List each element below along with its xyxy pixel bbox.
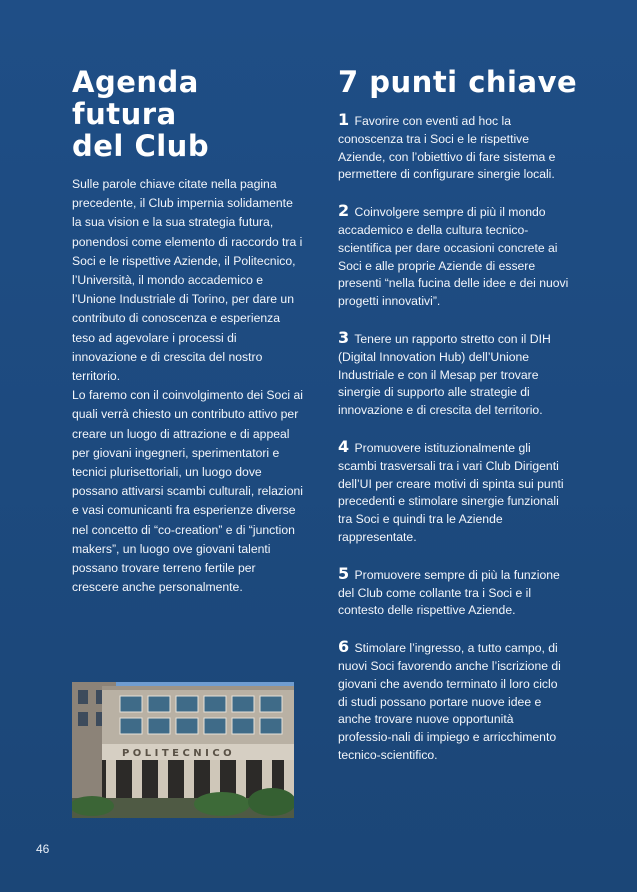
politecnico-sign: P O L I T E C N I C O [122,748,232,759]
key-point-number: 3 [338,327,350,347]
key-point [338,638,570,765]
key-points-title: 7 punti chiave [338,65,578,99]
agenda-title [72,66,302,162]
agenda-title-line: del Club [72,129,210,163]
key-point-text: Stimolare l’ingresso, a tutto campo, di nuovi Soci favorendo anche l’iscrizione di giovani che avendo terminato il loro ciclo di studi possano portare nuove idee e anche trovare nuove opportunità professio-nali di impiego e arricchimento tecnico-scientifico. [338,641,561,762]
page-number: 46 [36,842,50,856]
agenda-title-line: futura [72,97,177,131]
agenda-body [72,175,304,597]
key-point-number: 5 [338,563,350,583]
key-point [338,565,570,620]
agenda-paragraph: Sulle parole chiave citate nella pagina precedente, il Club impernia solidamente la sua vision e la sua strategia futura, ponendosi come elemento di raccordo tra i Soci e le rispettive Aziende, il Politecnico, l’Università, il mondo accademico e l’Unione Industriale di Torino, per dare un contributo di conoscenza e esperienza teso ad agevolare i processi di innovazione e di crescita del nostro territorio. [72,177,303,384]
key-point-number: 2 [338,201,350,221]
key-point-number: 1 [338,110,350,129]
key-point-text: Coinvolgere sempre di più il mondo accademico e della cultura tecnico-scientifica per dare occasioni concrete ai Soci e alle proprie Aziende di essere presenti “nella fucina delle idee e dei nuovi progetti innovativi”. [338,205,569,309]
key-point [338,438,570,547]
agenda-title-line: Agenda [72,65,199,99]
key-point-text: Promuovere sempre di più la funzione del Club come collante tra i Soci e il contesto delle rispettive Aziende. [338,567,560,618]
key-point-number: 6 [338,637,350,657]
agenda-paragraph: Lo faremo con il coinvolgimento dei Soci ai quali verrà chiesto un contributo attivo per creare un luogo di attrazione e di appeal per giovani ingegneri, sperimentatori e tecnici plurisettoriali, un luogo dove possano attivarsi scambi culturali, relazioni e vasi comunicanti fra esperienze diverse nel concetto di “co-creation” e di “junction makers”, un luogo ove giovani talenti possano trovare terreno fertile per crescere anche personalmente. [72,388,304,595]
key-points-list [338,111,570,783]
key-point-number: 4 [338,436,350,456]
key-point-text: Favorire con eventi ad hoc la conoscenza tra i Soci e le rispettive Aziende, con l’obiettivo di fare sistema e permettere di configurare sinergie locali. [338,114,556,182]
key-point [338,329,570,420]
key-point-text: Promuovere istituzionalmente gli scambi trasversali tra i vari Club Dirigenti dell’UI per creare motivi di spinta sui punti precedenti e stimolare sinergie funzionali tra Soci e quindi tra le Aziende rappresentate. [338,440,564,544]
key-point-text: Tenere un rapporto stretto con il DIH (Digital Innovation Hub) dell’Unione Industriale e con il Mesap per trovare sinergie di supporto alle strategie di innovazione e di crescita del territorio. [338,331,551,418]
key-point [338,202,570,311]
key-point [338,111,570,184]
politecnico-building-photo [72,682,294,818]
